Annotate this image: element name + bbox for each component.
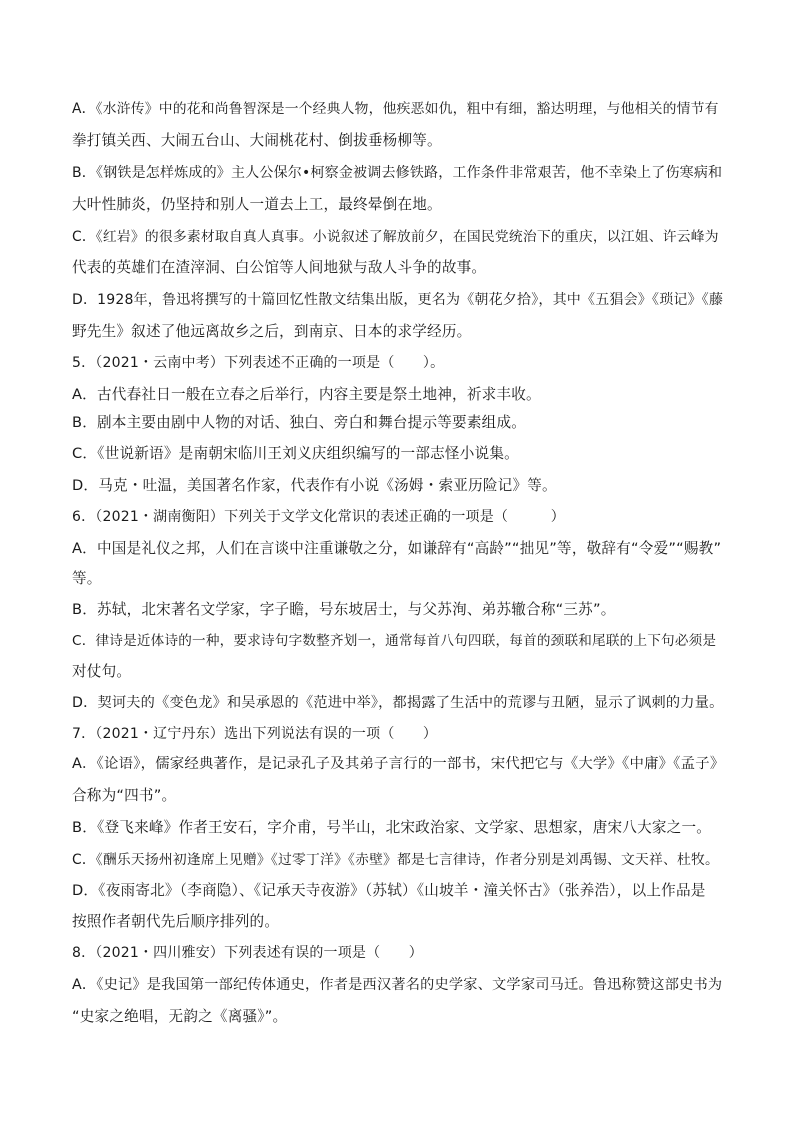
text-line: C．《世说新语》是南朝宋临川王刘义庆组织编写的一部志怪小说集。 bbox=[72, 445, 519, 462]
text-line: C．《红岩》的很多素材取自真人真事。小说叙述了解放前夕，在国民党统治下的重庆，以江姐、许云峰为 bbox=[72, 229, 719, 245]
text-line: D．1928年，鲁迅将撰写的十篇回忆性散文结集出版，更名为《朝花夕拾》，其中《五猖会》《琐记》《藤 bbox=[72, 292, 724, 308]
text-line: 拳打镇关西、大闹五台山、大闹桃花村、倒拔垂杨柳等。 bbox=[72, 132, 442, 149]
text-line: 代表的英雄们在渣滓洞、白公馆等人间地狱与敌人斗争的故事。 bbox=[72, 259, 487, 276]
text-line: C．《酬乐天扬州初逢席上见赠》《过零丁洋》《赤壁》都是七言律诗，作者分别是刘禹锡、文天祥、杜牧。 bbox=[72, 852, 719, 868]
text-line: “史家之绝唱，无韵之《离骚》”。 bbox=[72, 1008, 288, 1025]
question-heading: 7．（2021・辽宁丹东）选出下列说法有误的一项（ ） bbox=[72, 726, 438, 742]
question-heading: 8．（2021・四川雅安）下列表述有误的一项是（ ） bbox=[72, 945, 423, 961]
text-line: D．契诃夫的《变色龙》和吴承恩的《范进中举》，都揭露了生活中的荒谬与丑陋，显示了讽刺的力量。 bbox=[72, 695, 724, 711]
text-line: 野先生》叙述了他远离故乡之后，到南京、日本的求学经历。 bbox=[72, 323, 472, 340]
text-line: 合称为“四书”。 bbox=[72, 787, 177, 804]
question-heading: 6．（2021・湖南衡阳）下列关于文学文化常识的表述正确的一项是（ ） bbox=[72, 509, 565, 525]
text-line: B．《登飞来峰》作者王安石，字介甫，号半山，北宋政治家、文学家、思想家，唐宋八大家之一。 bbox=[72, 819, 712, 836]
text-line: 等。 bbox=[72, 570, 102, 587]
question-heading: 5．（2021・云南中考）下列表述不正确的一项是（ ）。 bbox=[72, 355, 445, 371]
text-line: B．《钢铁是怎样炼成的》主人公保尔•柯察金被调去修铁路，工作条件非常艰苦，他不幸染上了伤寒病和 bbox=[72, 165, 723, 181]
text-line: 对仗句。 bbox=[72, 663, 132, 680]
text-line: C．律诗是近体诗的一种，要求诗句字数整齐划一，通常每首八句四联，每首的颈联和尾联的上下句必须是 bbox=[72, 633, 717, 649]
text-line: D．马克・吐温，美国著名作家，代表作有小说《汤姆・索亚历险记》等。 bbox=[72, 477, 557, 494]
text-line: A．《水浒传》中的花和尚鲁智深是一个经典人物，他疾恶如仇，粗中有细，豁达明理，与他相关的情节有 bbox=[72, 101, 719, 117]
text-line: B．苏轼，北宋著名文学家，字子瞻，号东坡居士，与父苏洵、弟苏辙合称“三苏”。 bbox=[72, 601, 616, 618]
text-line: 大叶性肺炎，仍坚持和别人一道去上工，最终晕倒在地。 bbox=[72, 196, 442, 213]
text-line: D．《夜雨寄北》（李商隐）、《记承天寺夜游》（苏轼）《山坡羊・潼关怀古》（张养浩），以上作品是 bbox=[72, 882, 706, 899]
text-line: A．《论语》，儒家经典著作，是记录孔子及其弟子言行的一部书，宋代把它与《大学》《中庸》《孟子》 bbox=[72, 756, 725, 772]
text-line: B．剧本主要由剧中人物的对话、独白、旁白和舞台提示等要素组成。 bbox=[72, 414, 527, 431]
text-line: A．古代春社日一般在立春之后举行，内容主要是祭土地神，祈求丰收。 bbox=[72, 386, 541, 403]
text-line: 按照作者朝代先后顺序排列的。 bbox=[72, 913, 280, 930]
text-line: A．《史记》是我国第一部纪传体通史，作者是西汉著名的史学家、文学家司马迁。鲁迅称赞这部史书为 bbox=[72, 977, 723, 993]
text-line: A．中国是礼仪之邦，人们在言谈中注重谦敬之分，如谦辞有“高龄”“拙见”等，敬辞有“令爱”“赐教” bbox=[72, 540, 722, 557]
